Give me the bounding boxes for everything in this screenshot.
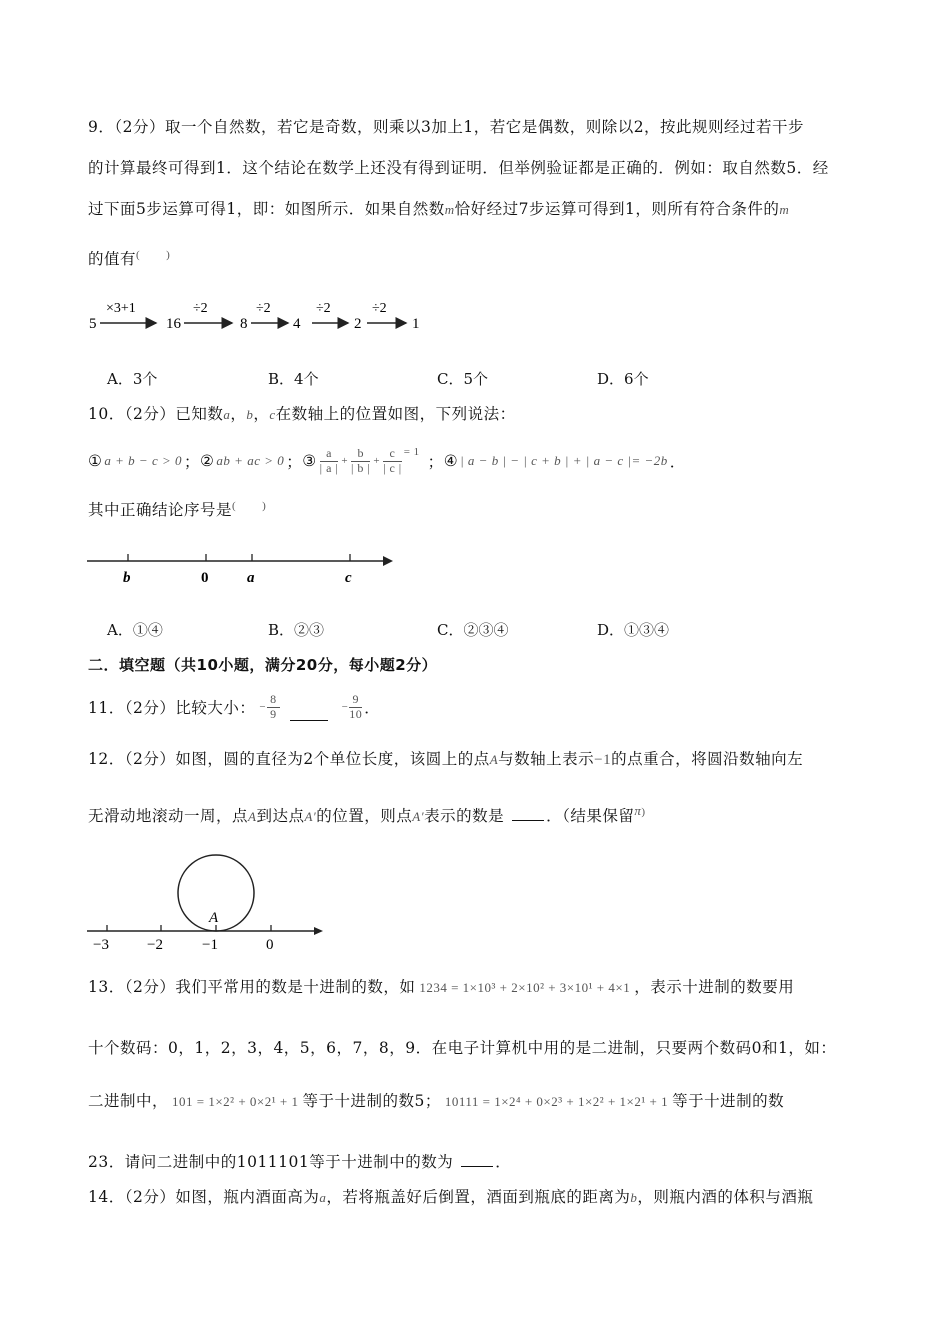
q12-line-2 xyxy=(88,803,646,826)
q12-pi: π xyxy=(634,803,642,818)
q13-end: ． xyxy=(495,1153,512,1171)
q13-line-1b: ，表示十进制的数要用 xyxy=(634,978,795,996)
axis-label-a: a xyxy=(247,570,255,586)
q12-answer-blank[interactable] xyxy=(512,806,544,821)
frac-den: 10 xyxy=(349,706,363,721)
q12-line-1b: 与数轴上表示 xyxy=(498,750,595,768)
q11-text: 11．（2分）比较大小： xyxy=(88,699,256,717)
q10-s2: ab + ac > 0 xyxy=(216,453,285,468)
q10-s3-tail: = 1 xyxy=(403,446,420,458)
circle-point-label: A xyxy=(209,910,219,926)
q10-line-1b: 在数轴上的位置如图，下列说法： xyxy=(275,405,516,423)
q10-sep-3: ； xyxy=(427,453,444,471)
q9-line-3 xyxy=(88,197,789,219)
q10-paren: ( ) xyxy=(232,500,267,512)
q11-minus-2: − xyxy=(341,701,349,713)
frac-den: | b | xyxy=(351,460,371,475)
q11-frac-2 xyxy=(349,693,362,720)
axis-tick-label: −2 xyxy=(147,937,163,953)
q13-line-3b: 等于十进制的数5； xyxy=(302,1092,441,1110)
q13-line-4-text: 23．请问二进制中的1011101等于十进制中的数为 xyxy=(88,1153,454,1171)
q13-line-4 xyxy=(88,1150,511,1172)
q14-line-1c: ，则瓶内酒的体积与酒瓶 xyxy=(637,1188,814,1206)
axis-label-0: 0 xyxy=(201,570,209,586)
q11-frac-1 xyxy=(267,693,280,720)
q12-line-2a: 无滑动地滚动一周，点 xyxy=(88,807,249,825)
q12-var-a-prime: A′ xyxy=(304,809,317,824)
chain-num: 2 xyxy=(354,316,362,332)
q12-val: −1 xyxy=(594,752,612,768)
q9-option-b[interactable]: B．4个 xyxy=(268,370,319,388)
frac-num: c xyxy=(383,447,402,461)
q10-s1-label: ① xyxy=(88,452,103,470)
chain-num: 16 xyxy=(166,316,181,332)
axis-label-b: b xyxy=(123,570,131,586)
chain-op: ÷2 xyxy=(193,301,208,316)
q13-line-3a: 二进制中， xyxy=(88,1092,169,1110)
q12-circle-figure xyxy=(85,850,335,955)
axis-tick-label: −1 xyxy=(202,937,218,953)
q12-line-1a: 12．（2分）如图，圆的直径为2个单位长度，该圆上的点 xyxy=(88,750,490,768)
q10-sep-2: ； xyxy=(286,453,303,471)
q11-line xyxy=(88,684,380,730)
q11-minus-1: − xyxy=(259,701,267,713)
q14-line-1b: ，若将瓶盖好后倒置，酒面到瓶底的距离为 xyxy=(326,1188,631,1206)
q13-line-1 xyxy=(88,975,794,997)
q11-answer-blank[interactable] xyxy=(290,706,328,721)
q9-line-2: 的计算最终可得到1．这个结论在数学上还没有得到证明．但举例验证都是正确的．例如：取自然数5．经 xyxy=(88,159,829,177)
q10-s3-frac-c xyxy=(383,447,402,474)
q10-var-a: a xyxy=(223,407,231,422)
q9-line-3a: 过下面5步运算可得1，即：如图所示．如果自然数 xyxy=(88,200,445,218)
axis-tick-label: −3 xyxy=(93,937,109,953)
frac-den: | c | xyxy=(383,460,402,475)
q13-line-3c: 等于十进制的数 xyxy=(672,1092,785,1110)
q10-sep-1: ； xyxy=(184,453,201,471)
chain-num: 1 xyxy=(412,316,420,332)
q12-line-2e: ．（结果保留 xyxy=(546,807,635,825)
q9-option-c[interactable]: C．5个 xyxy=(437,370,489,388)
q9-paren: ( ) xyxy=(136,249,171,261)
q9-line-4 xyxy=(88,247,170,269)
axis-tick-label: 0 xyxy=(266,937,274,953)
q12-line-2c: 的位置，则点 xyxy=(316,807,413,825)
q13-eq-1: 1234 = 1×10³ + 2×10² + 3×10¹ + 4×1 xyxy=(419,980,631,995)
chain-num: 5 xyxy=(89,316,97,332)
plus: + xyxy=(341,455,349,467)
q9-var-m-2: m xyxy=(779,202,790,217)
q9-line-3b: 恰好经过7步运算可得到1，则所有符合条件的 xyxy=(454,200,780,218)
chain-op: ÷2 xyxy=(256,301,271,316)
q10-var-b: b xyxy=(246,407,254,422)
chain-num: 8 xyxy=(240,316,248,332)
q9-var-m: m xyxy=(444,202,455,217)
q9-chain-figure xyxy=(80,292,440,336)
q9-option-d[interactable]: D．6个 xyxy=(597,370,649,388)
q13-eq-3: 10111 = 1×2⁴ + 0×2³ + 1×2² + 1×2¹ + 1 xyxy=(444,1094,669,1109)
frac-num: 9 xyxy=(349,693,362,707)
q14-var-b: b xyxy=(630,1190,638,1205)
axis-arrow xyxy=(383,556,393,566)
q12-line-1 xyxy=(88,747,803,769)
axis-label-c: c xyxy=(345,570,352,586)
q10-s2-label: ② xyxy=(200,452,215,470)
q10-line-3-text: 其中正确结论序号是 xyxy=(88,501,233,519)
frac-num: 8 xyxy=(267,693,280,707)
q14-line-1a: 14．（2分）如图，瓶内酒面高为 xyxy=(88,1188,320,1206)
q12-close: ) xyxy=(641,806,646,818)
q13-line-2: 十个数码：0，1，2，3，4，5，6，7，8，9．在电子计算机中用的是二进制，只要两个数码0和1，如： xyxy=(88,1039,837,1057)
frac-num: a xyxy=(320,447,339,461)
q10-end: ． xyxy=(669,453,686,471)
q12-line-2b: 到达点 xyxy=(256,807,305,825)
q12-line-1c: 的点重合，将圆沿数轴向左 xyxy=(611,750,804,768)
q12-var-a: A xyxy=(489,752,499,767)
chain-op: ×3+1 xyxy=(106,301,136,316)
q10-line-1a: 10．（2分）已知数 xyxy=(88,405,224,423)
q12-var-a-prime-2: A′ xyxy=(412,809,425,824)
q10-option-a[interactable]: A．①④ xyxy=(107,621,163,639)
q10-line-3 xyxy=(88,498,266,520)
chain-op: ÷2 xyxy=(316,301,331,316)
q10-option-c[interactable]: C．②③④ xyxy=(437,621,509,639)
q10-s4-label: ④ xyxy=(443,452,459,470)
section-2-heading: 二．填空题（共10小题，满分20分，每小题2分） xyxy=(88,656,438,674)
q9-option-a[interactable]: A．3个 xyxy=(107,370,158,388)
chain-num: 4 xyxy=(293,316,301,332)
q10-line-1: 10．（2分）已知数a，b，c在数轴上的位置如图，下列说法： xyxy=(88,405,516,423)
q13-line-3 xyxy=(88,1089,784,1111)
q10-var-c: c xyxy=(269,407,276,422)
q14-line-1 xyxy=(88,1185,813,1207)
q10-s1: a + b − c > 0 xyxy=(104,453,182,468)
q12-line-2d: 表示的数是 xyxy=(424,807,505,825)
frac-num: b xyxy=(351,447,370,461)
frac-den: | a | xyxy=(319,460,339,475)
q13-eq-2: 101 = 1×2² + 0×2¹ + 1 xyxy=(172,1094,299,1109)
q13-line-1a: 13．（2分）我们平常用的数是十进制的数，如 xyxy=(88,978,416,996)
q10-option-d[interactable]: D．①③④ xyxy=(597,621,670,639)
q10-s3-frac-b xyxy=(351,447,370,474)
q10-option-b[interactable]: B．②③ xyxy=(268,621,325,639)
q12-var-a-2: A xyxy=(248,809,257,824)
q11-end: ． xyxy=(364,699,381,717)
q14-var-a: a xyxy=(319,1190,327,1205)
q13-answer-blank[interactable] xyxy=(461,1152,493,1167)
q9-line-4-text: 的值有 xyxy=(88,250,137,268)
axis-arrow xyxy=(314,927,323,935)
q10-s4: | a − b | − | c + b | + | a − c |= −2b xyxy=(460,453,668,468)
plus: + xyxy=(373,455,381,467)
q10-statements xyxy=(88,438,686,484)
chain-op: ÷2 xyxy=(372,301,387,316)
frac-den: 9 xyxy=(270,706,277,721)
q10-s3-frac-a xyxy=(320,447,339,474)
q10-number-line xyxy=(85,548,400,588)
q9-line-1: 9．（2分）取一个自然数，若它是奇数，则乘以3加上1，若它是偶数，则除以2，按此规则经过若干步 xyxy=(88,118,805,136)
q10-s3-label: ③ xyxy=(302,452,317,470)
